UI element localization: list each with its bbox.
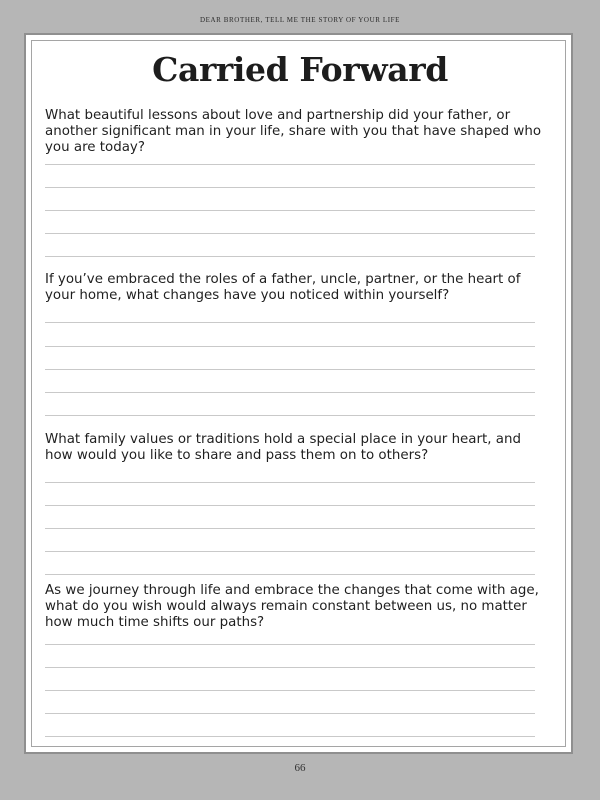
page-title: Carried Forward (152, 50, 448, 89)
answer-line[interactable] (45, 256, 535, 257)
page-number: 66 (294, 762, 306, 774)
answer-line[interactable] (45, 528, 535, 529)
answer-line[interactable] (45, 187, 535, 188)
answer-line[interactable] (45, 736, 535, 737)
question-2: If you’ve embraced the roles of a father, uncle, partner, or the heart of your home, what changes have you noticed within yourself? (45, 272, 521, 303)
answer-line[interactable] (45, 713, 535, 714)
answer-line[interactable] (45, 482, 535, 483)
answer-line[interactable] (45, 210, 535, 211)
answer-line[interactable] (45, 369, 535, 370)
answer-line[interactable] (45, 392, 535, 393)
answer-line[interactable] (45, 233, 535, 234)
question-3: What family values or traditions hold a special place in your heart, and how would you like to share and pass them on to others? (45, 432, 521, 463)
answer-line[interactable] (45, 505, 535, 506)
answer-line[interactable] (45, 644, 535, 645)
running-header: DEAR BROTHER, TELL ME THE STORY OF YOUR LIFE (199, 16, 401, 24)
answer-line[interactable] (45, 551, 535, 552)
answer-line[interactable] (45, 322, 535, 323)
question-1: What beautiful lessons about love and partnership did your father, or another significant man in your life, share with you that have shaped who you are today? (45, 108, 542, 155)
answer-line[interactable] (45, 346, 535, 347)
question-4: As we journey through life and embrace the changes that come with age, what do you wish would always remain constant between us, no matter how much time shifts our paths? (45, 583, 539, 630)
answer-line[interactable] (45, 415, 535, 416)
answer-line[interactable] (45, 667, 535, 668)
answer-line[interactable] (45, 690, 535, 691)
answer-line[interactable] (45, 164, 535, 165)
answer-line[interactable] (45, 574, 535, 575)
